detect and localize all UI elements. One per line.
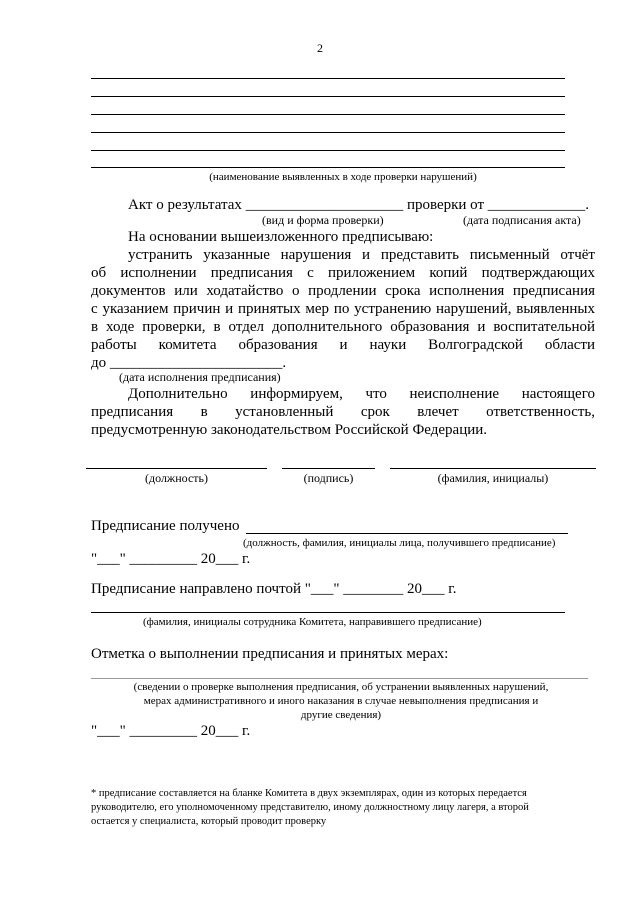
received-line [246,533,568,534]
execution-caption-line: мерах административного и иного наказания в случае невыполнения предписания и [143,695,539,707]
mailed-text: Предписание направлено почтой "___" ________ 20___ г. [91,581,457,597]
mailed-line [91,612,565,613]
deadline-caption: (дата исполнения предписания) [119,370,281,384]
violations-line [91,114,565,115]
footnote-line: остается у специалиста, который проводит проверку [91,816,327,827]
order-line: устранить указанные нарушения и представить письменный отчёт [128,247,595,263]
act-date-blank: _____________. [487,197,590,213]
mailed-caption: (фамилия, инициалы сотрудника Комитета, направившего предписание) [143,616,482,628]
act-type-caption: (вид и форма проверки) [262,213,384,227]
act-middle: проверки от [406,197,485,213]
footnote-line: руководителю, его уполномоченному представителю, иному должностному лицу лагеря, а второй [91,802,529,813]
violations-line [91,150,565,151]
violations-line [91,132,565,133]
position-signature-line [86,468,267,469]
execution-caption-line: (сведении о проверке выполнения предписания, об устранении выявленных нарушений, [133,681,549,693]
order-line: документов или ходатайство о продлении срока исполнения предписания [91,283,595,299]
execution-heading: Отметка о выполнении предписания и принятых мерах: [91,646,449,662]
violations-caption: (наименование выявленных в ходе проверки нарушений) [209,171,477,183]
violations-line [91,167,565,168]
position-caption: (должность) [145,471,208,485]
execution-caption-line: другие сведения) [300,709,382,721]
page-number: 2 [317,41,323,55]
violations-line [91,96,565,97]
received-label: Предписание получено [91,518,240,534]
additional-line: предписания в установленный срок влечет ответственность, [91,404,595,420]
additional-line: предусмотренную законодательством Российской Федерации. [91,422,488,438]
name-signature-line [390,468,596,469]
act-line [128,196,589,214]
name-caption: (фамилия, инициалы) [437,471,549,485]
violations-line [91,78,565,79]
act-prefix: Акт о результатах [128,197,242,213]
order-line: работы комитета образования и науки Волгоградской области [91,337,595,353]
sign-caption: (подпись) [303,471,354,485]
execution-date: "___" _________ 20___ г. [91,723,251,739]
basis-line: На основании вышеизложенного предписываю: [128,229,434,245]
order-line: до _______________________. [91,355,287,371]
order-line: об исполнении предписания с приложением копий подтверждающих [91,265,595,281]
act-type-blank: _____________________ [245,197,404,213]
sign-signature-line [282,468,375,469]
footnote-line: * предписание составляется на бланке Комитета в двух экземплярах, один из которых передается [91,788,527,799]
order-line: в ходе проверки, в отдел дополнительного образования и воспитательной [91,319,595,335]
additional-line: Дополнительно информируем, что неисполнение настоящего [128,386,595,402]
received-date: "___" _________ 20___ г. [91,551,251,567]
received-caption: (должность, фамилия, инициалы лица, получившего предписание) [243,537,556,549]
act-date-caption: (дата подписания акта) [463,213,581,227]
execution-line [91,678,588,679]
order-line: с указанием причин и принятых мер по устранению нарушений, выявленных [91,301,595,317]
